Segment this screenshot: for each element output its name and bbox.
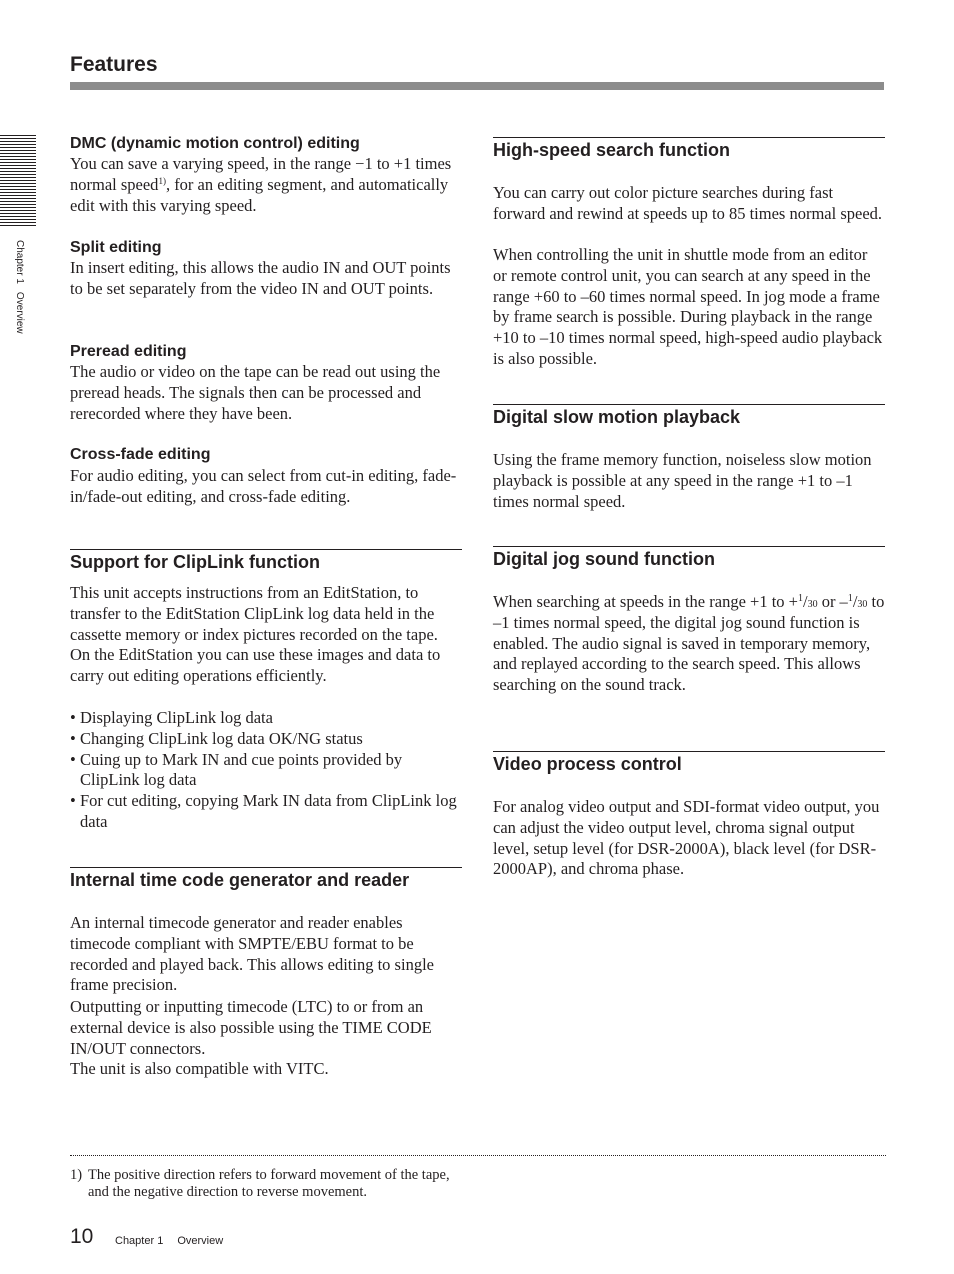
section-rule bbox=[493, 137, 885, 138]
fraction-denominator: 30 bbox=[807, 599, 818, 610]
jog-text-a: When searching at speeds in the range +1 to + bbox=[493, 592, 798, 611]
crossfade-heading: Cross-fade editing bbox=[70, 446, 211, 463]
footnote-text: The positive direction refers to forward movement of the tape, and the negative direction to reverse movement. bbox=[88, 1167, 450, 1200]
jog-sound-text bbox=[493, 592, 885, 696]
timecode-text-2: Outputting or inputting timecode (LTC) to or from an external device is also possible using the TIME CODE IN/OUT connectors. bbox=[70, 997, 432, 1058]
fraction-slash: / bbox=[802, 592, 808, 611]
cliplink-text: This unit accepts instructions from an EditStation, to transfer to the EditStation ClipLink log data held in the cassette memory or index pictures recorded on the tape. On the EditStation you can use these images and data to carry out editing operations efficiently. bbox=[70, 583, 441, 686]
footnote bbox=[70, 1167, 470, 1200]
side-chapter: Chapter 1 bbox=[14, 240, 25, 284]
fraction-numerator: 1 bbox=[797, 593, 803, 604]
fraction-numerator: 1 bbox=[847, 593, 853, 604]
section-rule bbox=[70, 549, 462, 550]
split-text: In insert editing, this allows the audio IN and OUT points to be set separately from the video IN and OUT points. bbox=[70, 258, 451, 298]
dmc-text bbox=[70, 154, 462, 216]
jog-text-c: to –1 times normal speed, the digital jog sound function is enabled. The audio signal is saved in temporary memory, and replayed according to the search speed. This allows searching on the sound track. bbox=[493, 592, 885, 695]
footer-section: Overview bbox=[177, 1235, 224, 1247]
dmc-heading: DMC (dynamic motion control) editing bbox=[70, 135, 360, 152]
video-process-heading: Video process control bbox=[493, 754, 682, 774]
jog-sound-heading: Digital jog sound function bbox=[493, 549, 715, 569]
section-rule bbox=[493, 751, 885, 752]
list-item: • Cuing up to Mark IN and cue points provided by ClipLink log data bbox=[70, 750, 462, 792]
section-rule bbox=[493, 404, 885, 405]
slow-motion-text: Using the frame memory function, noiseless slow motion playback is possible at any speed in the range +1 to –1 times normal speed. bbox=[493, 450, 872, 511]
timecode-text-1: An internal timecode generator and reader enables timecode compliant with SMPTE/EBU format to be recorded and played back. This allows editing to single frame precision. bbox=[70, 913, 434, 995]
footnote-divider bbox=[70, 1155, 886, 1156]
list-item: • Changing ClipLink log data OK/NG status bbox=[70, 729, 462, 750]
search-text-1: You can carry out color picture searches during fast forward and rewind at speeds up to 85 times normal speed. bbox=[493, 183, 883, 223]
fraction-slash: / bbox=[852, 592, 858, 611]
cliplink-bullet-list bbox=[70, 708, 462, 833]
jog-text-b: or – bbox=[817, 592, 848, 611]
page-title: Features bbox=[70, 53, 158, 76]
section-rule bbox=[493, 546, 885, 547]
search-text-2: When controlling the unit in shuttle mode from an editor or remote control unit, you can search at any speed in the range +60 to –60 times normal speed. In jog mode a frame by frame search is possible. During playback in the range +10 to –10 times normal speed, high-speed audio playback is also possible. bbox=[493, 245, 883, 368]
side-section: Overview bbox=[14, 291, 25, 334]
video-process-text: For analog video output and SDI-format video output, you can adjust the video output level, chroma signal output level, setup level (for DSR-2000A), black level (for DSR-2000AP), and chroma phase. bbox=[493, 797, 880, 879]
cliplink-heading: Support for ClipLink function bbox=[70, 552, 320, 572]
preread-text: The audio or video on the tape can be read out using the preread heads. The signals then can be processed and rerecorded where they have been. bbox=[70, 362, 441, 423]
fraction-denominator: 30 bbox=[857, 599, 868, 610]
chapter-thumb-tab bbox=[0, 135, 36, 227]
timecode-heading: Internal time code generator and reader bbox=[70, 870, 410, 890]
page-number: 10 bbox=[70, 1225, 94, 1248]
slow-motion-heading: Digital slow motion playback bbox=[493, 407, 741, 427]
side-chapter-label bbox=[13, 240, 25, 360]
footnote-number: 1) bbox=[70, 1167, 83, 1183]
section-rule bbox=[70, 867, 462, 868]
search-heading: High-speed search function bbox=[493, 140, 731, 160]
split-heading: Split editing bbox=[70, 239, 162, 256]
footer-chapter-label bbox=[115, 1234, 223, 1248]
preread-heading: Preread editing bbox=[70, 343, 187, 360]
footnote-ref: 1) bbox=[158, 175, 166, 186]
crossfade-text: For audio editing, you can select from cut-in editing, fade-in/fade-out editing, and cross-fade editing. bbox=[70, 466, 457, 506]
dmc-text-a: You can save a varying speed, in the range −1 to +1 times normal speed bbox=[70, 154, 452, 194]
footer-chapter: Chapter 1 bbox=[115, 1235, 164, 1247]
timecode-text-3: The unit is also compatible with VITC. bbox=[70, 1059, 329, 1078]
dmc-text-b: , for an editing segment, and automatically edit with this varying speed. bbox=[70, 174, 449, 215]
list-item: • For cut editing, copying Mark IN data from ClipLink log data bbox=[70, 791, 462, 833]
list-item: • Displaying ClipLink log data bbox=[70, 708, 462, 729]
title-bar bbox=[70, 82, 884, 90]
